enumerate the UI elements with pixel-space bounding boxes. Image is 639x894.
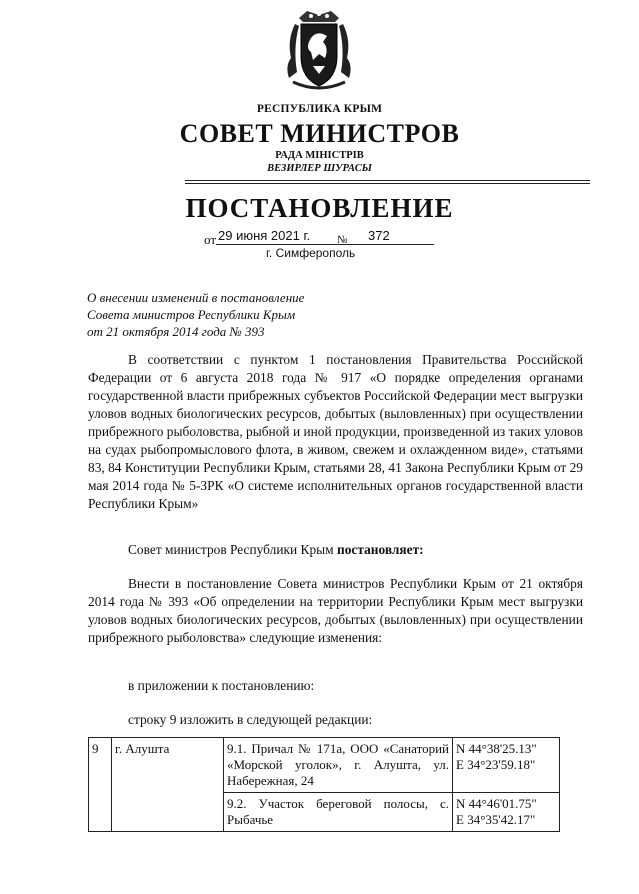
longitude: E 34°23'59.18"	[456, 757, 536, 772]
coordinates-cell	[453, 738, 560, 793]
place-cell: 9.1. Причал № 171а, ООО «Санаторий «Морской уголок», г. Алушта, ул. Набережная, 24	[224, 738, 453, 793]
longitude: E 34°35'42.17"	[456, 812, 536, 827]
row-instruction-paragraph: строку 9 изложить в следующей редакции:	[128, 712, 373, 727]
council-ua-label: РАДА МІНІСТРІВ	[275, 150, 364, 161]
amendment-paragraph: Внести в постановление Совета министров Республики Крым от 21 октября 2014 года № 393 «Об определении на территории Республики Крым мест выгрузки уловов водных биологических ресурсов, добытых (выловленных) при осуществлении прибрежного рыболовства» следующие изменения:	[88, 576, 583, 645]
landing-sites-table	[88, 737, 560, 832]
republic-label: РЕСПУБЛИКА КРЫМ	[256, 103, 383, 115]
subject-line: Совета министров Республики Крым	[87, 307, 296, 322]
decree-title: ПОСТАНОВЛЕНИЕ	[185, 193, 454, 223]
council-tat-label: ВЕЗИРЛЕР ШУРАСЫ	[267, 163, 372, 174]
latitude: N 44°38'25.13"	[456, 741, 537, 756]
subject-line: от 21 октября 2014 года № 393	[87, 324, 265, 339]
place-cell: 9.2. Участок береговой полосы, с. Рыбачье	[224, 793, 453, 832]
council-title: СОВЕТ МИНИСТРОВ	[179, 119, 460, 148]
header-divider-2	[185, 183, 590, 184]
decree-date: 29 июня 2021 г.	[218, 228, 311, 243]
preamble-paragraph: В соответствии с пунктом 1 постановления Правительства Российской Федерации от 6 августа 2018 года № 917 «О порядке определения органами государственной власти прибрежных субъектов Российской Федерации мест выгрузки уловов водных биологических ресурсов, добытых (выловленных) при осуществлении прибрежного рыболовства, рыбной и иной продукции, произведенной из таких уловов на судах рыбопромыслового флота, в живом, свежем и охлажденном виде», статьями 83, 84 Конституции Республики Крым, статьями 28, 41 Закона Республики Крым от 29 мая 2014 года № 5-ЗРК «О системе исполнительных органов государственной власти Республики Крым»	[88, 352, 583, 511]
subject-line: О внесении изменений в постановление	[87, 290, 305, 305]
table-row	[89, 738, 560, 793]
resolves-paragraph	[88, 541, 583, 559]
latitude: N 44°46'01.75"	[456, 796, 537, 811]
decree-city: г. Симферополь	[266, 246, 356, 260]
crimea-coat-of-arms-icon	[283, 8, 355, 92]
coordinates-cell	[453, 793, 560, 832]
resolves-keyword: постановляет:	[336, 542, 424, 557]
number-label: №	[337, 234, 348, 246]
decree-number: 372	[368, 228, 390, 243]
from-label: от	[204, 232, 217, 247]
resolves-lead: Совет министров Республики Крым	[128, 542, 337, 557]
dateline-underline	[216, 244, 434, 245]
row-number-cell: 9	[89, 738, 112, 832]
city-cell: г. Алушта	[112, 738, 224, 832]
decree-subject	[87, 289, 304, 340]
header-divider	[185, 180, 590, 181]
annex-paragraph: в приложении к постановлению:	[128, 678, 315, 693]
